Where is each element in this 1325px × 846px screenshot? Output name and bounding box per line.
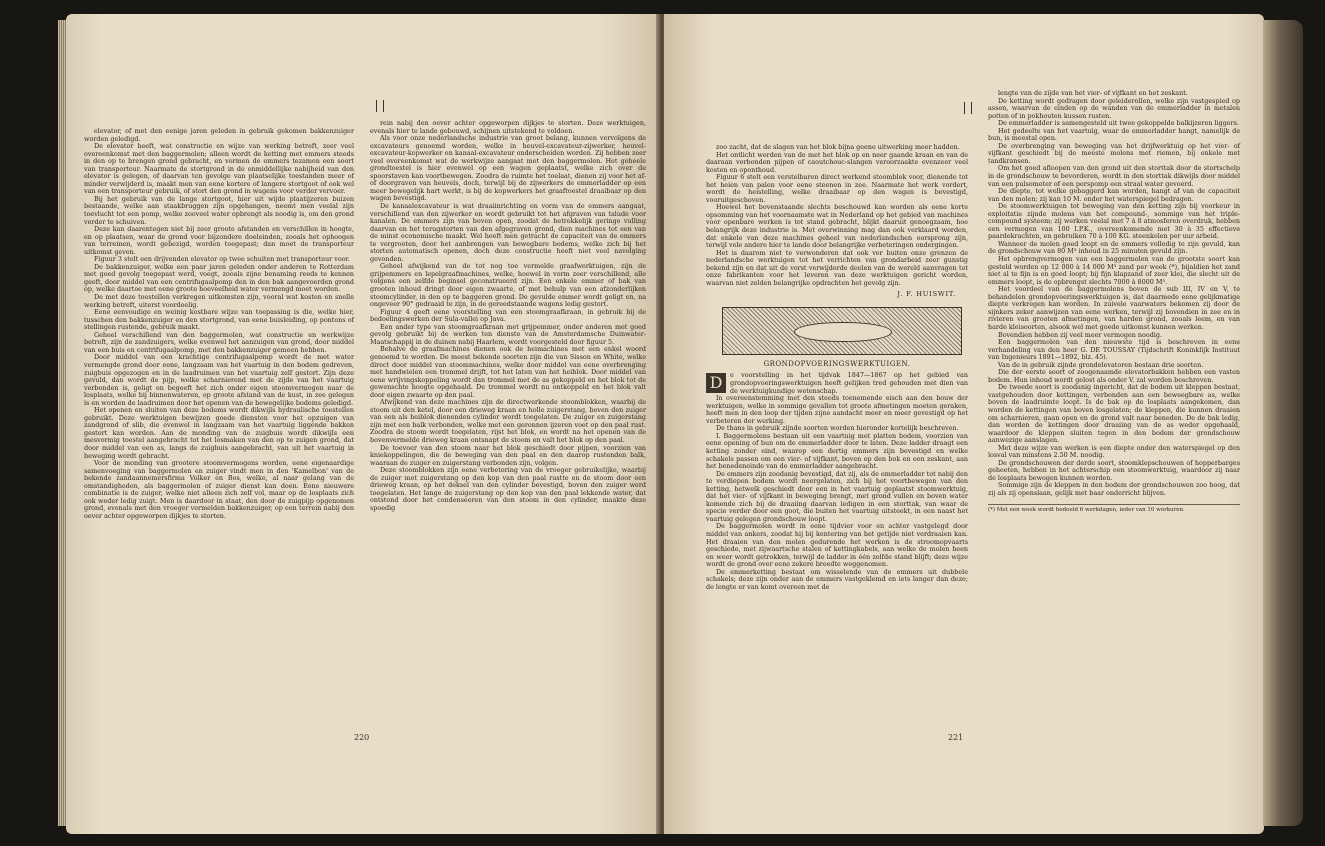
paragraph: Het voordeel van de baggermolens boven de sub III, IV en V, te behandelen grondopvoeringswerktuigen is, dat daarmede eene gelijkmatige diepte verkregen kan worden. In zuivele vaarwaters bekomen zij door de sijnkers zeker aanwijzen van eene werken, terwijl zij bovendien in zee en in rivieren van grooten afmetingen, van harden grond, zooals leem, en van harde kleisoorten, alsook wel met goede uitkomst kunnen werken. xyxy=(988,285,1240,331)
paragraph: Voor de monding van grootere stoomvermogens worden, eene eigenaardige samenvoeging van baggermolen en zuiger vindt men in den 'Kamelbon' van de bekende zandaannemersfirma Volker en Bos, welke, al naar gelang van de omstandigheden, als baggermolen of zuiger dienst kan doen. Eene nieuwere combinatie is de zuiger, welke niet alleen zich zelf vol, maar op de losplaats zich ook weder ledig zuigt. Men is daardoor in staat, den door de zuigpijp opgenomen grond, evenals met den vroeger vermelden bakkenzuiger, op een terrein nabij den oever achter opgeworpen dijkjes te storten. xyxy=(84,459,354,520)
paragraph: Hoewel het bovenstaande slechts beschouwd kan worden als eene korte opsomming van het voornaamste wat in Nederland op het gebied van machines voor openbare werken is tot stand gebracht, blijkt daaruit genoegzaam, hoe belangrijk deze industrie is. Met overwinning mag dan ook verklaard worden, dat enkele van deze machines geheel van nederlandschen oorsprong zijn, terwijl vele andere hier te lande door belangrijke verbeteringen ondergingen. xyxy=(706,203,968,250)
paragraph: Eene eenvoudige en weinig kostbare wijze van toepassing is die, welke hier, tusschen den bakkenzuiger en den stortgrond, van eene buisleiding, op pontons of stellingen rustende, gebruik maakt. xyxy=(84,308,354,332)
right-page-edges xyxy=(1263,20,1303,826)
left-page xyxy=(66,14,660,834)
paragraph: Geheel afwijkend van de tot nog toe vermelde graafwerktuigen, zijn de grijpemmers en lepelgraafmachines, welke, hoewel in vorm zeer verschillend, alle volgens een zelfde beginsel geconstrueerd zijn. Een enkele emmer of bak van grooten inhoud dringt door eigen zwaarte, of met behulp van een afzonderlijken stoomcylinder, in den op te baggeren grond. De gevulde emmer wordt geligt en, na ongeveer 90° gedraaid te zijn, in de gereedstaande wagens ledig gestort. xyxy=(370,262,646,309)
paragraph: De stoomwerktuigen tot beweging van den ketting zijn bij voorkeur in exploitatie zijnde molens van het compound-, sommige van het triple-compound systeem; zij werken veelal met 7 à 8 atmosferen overdruk, hebben een vermogen van 100 I.P.K., overeenkomende met 30 à 35 effectieve paardekrachten, en gebruiken 70 à 100 KG. steenkolen per uur arbeid. xyxy=(988,202,1240,241)
paragraph: In overeenstemming met den steeds toenemende eisch aan den bouw der werktuigen, welke in sommige gevallen tot groote afmetingen moeten geraken, heeft men in den loop der tijden zijne aandacht meer en meer gevestigd op het verbeteren der werking. xyxy=(706,394,968,425)
paragraph: Figuur 6 stelt een verstelbaren direct werkend stoomblok voor, dienende tot het heien van palen voor eene steenen in zee. Naarmate het werk vordert, wordt de heistelling, welke draaibaar op den wagen is bevestigd, vooruitgeschoven. xyxy=(706,173,968,204)
paragraph: elevator, of met den eenige jaren geleden in gebruik gekomen bakkenzuiger worden geledigd. xyxy=(84,127,354,143)
paragraph: Het ontlicht werden van de met het blok op en neer gaande kraan en van de daaraan verbonden pijpen of caoutchouc-slangen veroorzaakte evenzeer veel kosten en oponthoud. xyxy=(706,150,968,174)
author-signature: J. F. HUISWIT. xyxy=(897,290,956,299)
paragraph: De toevoer van den stoom naar het blok geschiedt door pijpen, voorzien van kniekoppelingen, die de beweging van den paal en den daarop rustenden balk, waaraan de zuiger en zuigerstang verbonden zijn, volgen. xyxy=(370,443,646,467)
paragraph: Bovendien hebben zij veel meer vermogen noodig. xyxy=(998,330,1162,339)
left-column-2 xyxy=(370,120,646,512)
drop-cap: D xyxy=(706,373,726,393)
paragraph: De grondschouwen der derde soort, stoomklepschouwen of hopperbarges geheeten, hebben in het achterschip een stoomwerktuig, waardoor zij naar de losplaats bewogen kunnen worden. xyxy=(988,458,1240,482)
fold-marker xyxy=(376,100,384,112)
right-column-2 xyxy=(988,90,1240,514)
paragraph: De overbrenging van beweging van het drijfwerktuig op het vier- of vijfkant geschiedt bij de meeste molens met riemen, bij enkele met tandkransen. xyxy=(988,141,1240,165)
paragraph: Als voor onze nederlandsche industrie van groot belang, kunnen vervolgens de excavateurs genoemd worden, welke in heuvel-excavateur-zijwerker, heuvel-excavateur-kopwerker en kanaal-excavateur onderscheiden worden. Zij hebben zeer veel overeenkomst wat de werkwijze aangaat met den baggermolen. Het geheele grondtoestel is hier evenwel op een wagen geplaatst, welke zich over de spoorstaven kan voortbewegen. Zoodra de ruimte het toelaat, dienen zij voor het af- of doorgraven van heuvels, doch, terwijl bij de zijwerkers de emmerladder op een meer bewegelijk hart werkt, is bij de kopwerkers het graaftoestel draaibaar op den wagen bevestigd. xyxy=(370,134,646,203)
paragraph: Figuur 3 stelt een drijvenden elevator op twee schuiten met transporteur voor. xyxy=(94,255,350,264)
paragraph: zoo zacht, dat de slagen van het blok bijna geene uitwerking meer hadden. xyxy=(716,143,960,151)
paragraph: Behalve de graafmachines dienen ook de heimachines met een enkel woord genoemd te worden. De meest bekende soorten zijn die van Sisson en White, welke direct door middel van stoommachines, welke door middel van eene overbrenging met handwielen een trommel drijft, tot het laten van het heiblok. Door middel van eene wrijvingskoppeling wordt dan trommel met de as gekoppeld en het blok tot de gewenschte hoogte opgehaald. De trommel wordt nu ontkoppeld en het blok valt door eigen zwaarte op den paal. xyxy=(370,345,646,399)
paragraph: Deze stoomblokken zijn eene verbetering van de vroeger gebruikelijke, waarbij de zuiger met zuigerstang op den kop van den paal rustte en de stoom door een drieweg kraan, op het deksel van den cylinder bevestigd, boven den zuiger werd toegelaten. Het lange de zuigerstang op den kop van den paal lekkende water, dat ontstond door het condenseeren van den stoom in den cylinder, maakte deze spoedig xyxy=(370,466,646,512)
paragraph: Om het goed afloopen van den grond uit den storttak door de stortschelp in de grondschouw te bevorderen, wordt in den storttak dikwijls door middel van een pulsometer of een perspomp een straal water gevoerd. xyxy=(988,164,1240,188)
paragraph: De tweede soort is zoodanig ingericht, dat de bodem uit kleppen bestaat, vastgehouden door kettingen, verbonden aan een beweegbare as, welke boven de laadruimte loopt. Is de bak op de losplaats aangekomen, dan worden de kettingen van boven losgelaten; de kleppen, die kunnen draaien om scharnieren, gaan open en de grond valt naar beneden. De de bak ledig, dan worden de kettingen door draaiing van de as weder opgehaald, waardoor de kleppen sluiten tegen in den bodem der grondschouw aanwezige aanslagen. xyxy=(988,383,1240,445)
paragraph: I. Baggermolens bestaan uit een vaartuig met platten bodem, voorzien van eene opening of bun om de emmerladder door te laten. Deze ladder draagt een ketting zonder eind, waarop een dertig emmers zijn bevestigd en welke schakels passen om een vier- of vijfkant, boven op den bok en een zeskant, aan het benedeneinde van de emmerladder aangebracht. xyxy=(706,431,968,471)
paragraph: Het openen en sluiten van deze bodems wordt dikwijls hydraulische toestellen gebruikt. Deze werktuigen bewijzen goede diensten voor het opzuigen van zandgrond of slib, die evenwel in langzaam van het vaartuig liggende bakken gestort kan worden. Aan de monding van de zuigbuis wordt dikwijls een mesvormig toestel aangebracht tot het losmaken van den op te zuigen grond, dat door middel van een as, langs de zuigbuis aangebracht, van uit het vaartuig in beweging wordt gebracht. xyxy=(84,406,354,460)
paragraph: Het gedeelte van het vaartuig, waar de emmerladder hangt, namelijk de bun, is meestal open. xyxy=(988,126,1240,143)
paragraph: De emmers zijn zoodanig bevestigd, dat zij, als de emmerladder tot nabij den te verdiepen bodem wordt neergelaten, zich bij het voortbewegen van den ketting, hetwelk geschiedt door een in het vaartuig geplaatst stoomwerktuig, dat het vier- of vijfkant in beweging brengt, met grond vullen en boven water komende zich bij de draaiing daarvan ledigen in een storttak, van waar de specie verder door een goot, die buiten het vaartuig uitsteekt, in een naast het vaartuig gelegen grondschouw loopt. xyxy=(706,469,968,523)
left-column-1 xyxy=(84,128,354,520)
paragraph: De kanaalexcavateur is wat draaiinrichting en vorm van de emmers aangaat, verschillend van den zijwerker en wordt gebruikt tot het afgraven van talude voor kanalen. De emmers zijn van boven open, zoodat de betrekkelijk geringe vulling daarvan en het terugstorten van den afgegraven grond, dien machines tot een van de minst economische maakt. Wel heeft men getracht de capaciteit van de emmers te vergrooten, door het aanbrengen van bewegbare bodems, welke zich bij het storten automatisch openen, doch deze constructie heeft niet veel navolging gevonden. xyxy=(370,202,646,263)
paragraph: De emmerketting bestaat om wisselende van de emmers uit dubbele schakels; deze zijn onder aan de emmers vastgeklemd en iets langer dan deze; de lengte er van komt overeen met de xyxy=(706,567,968,591)
paragraph: Deze kan daarentegen niet bij zeer groote afstanden en verschillen in hoogte, en op plaatsen, waar de grond voor bijzondere doeleinden, zooals het ophoogen van terreinen, wordt gebezigd, worden toegepast; dan moet de transporteur uitkomst geven. xyxy=(84,225,354,256)
paragraph: Het opbrengvermogen van een baggermolen van de grootste soort kan gesteld worden op 12 000 à 14 000 M³ zand per week (*), bijaldien het zand niet al te fijn is en goed loopt; bij fijn klapzand of zeer klei, die slecht uit de emmers loopt, is de opbrengst slechts 7000 à 8000 M³. xyxy=(988,255,1240,286)
section-heading: GRONDOPVOERINGSWERKTUIGEN. xyxy=(763,359,911,368)
paragraph: Afwijkend van deze machines zijn de directwerkende stoomblokken, waarbij de stoom uit den ketel, door een drieweg kraan en holle zuigerstang, boven den zuiger van een als heiblok dienenden cylinder wordt toegelaten. De zuiger en zuigerstang zijn met een balk verbonden, welke met een geronnen ijzeren voet op den paal rust. Zoodra de stoom wordt toegelaten, rijst het blok, en wordt na het openen van de bovenvermelde drieweg kraan ontsnapt de stoom en valt het blok op den paal. xyxy=(370,398,646,444)
page-number-right: 221 xyxy=(948,733,964,742)
paragraph: lengte van de zijde van het vier- of vijfkant en het zeskant. xyxy=(998,89,1188,97)
footnote: (*) Met een week wordt bedoeld 6 werkdagen, ieder van 10 werkuren. xyxy=(988,504,1240,515)
paragraph: Die der eerste soort of zoogenaamde elevatorbakken hebben een vasten bodem. Hun inhoud wordt gelost als onder V. zal worden beschreven. xyxy=(988,368,1240,384)
paragraph: De bakkenzuiger, welke een paar jaren geleden onder anderen te Rotterdam met goed gevolg toegepast werd, voegt, zooals zijne benaming reeds te kennen geeft, door middel van een centrifugaalpomp den in den bak aangevoerden grond op, welke daartoe met eene groote hoeveelheid water vermengd moet worden. xyxy=(84,262,354,294)
paragraph: Sommige zijn de kleppen in den bodem der grondschouwen zoo hoog, dat zij als zij openslaan, gelijk met baar onderricht blijven. xyxy=(988,481,1240,497)
paragraph: Het is daarom niet te verwonderen dat ook ver buiten onze grenzen de nederlandsche werktuigen tot het verrichten van grondarbeid zeer gunstig bekend zijn en dat uit de verst verwijderde deelen van de wereld aanvragen tot onze fabrikanten voor het leveren van deze werktuigen gericht worden, waarvan niet zelden belangrijke opdrachten het gevolg zijn. xyxy=(706,248,968,287)
paragraph: De ketting wordt gedragen door geleiderollen, welke zijn vastgespied op assen, waarvan de einden op de wanden van de emmerladder in metalen potten of in pokhouten kussen rusten. xyxy=(988,96,1240,120)
paragraph: rein nabij den oever achter opgeworpen dijkjes te storten. Deze werktuigen, evenals hier te lande gebouwd, schijnen uitstekend te voldoen. xyxy=(370,119,646,135)
right-column-1 xyxy=(706,144,968,591)
right-page xyxy=(664,14,1264,834)
left-page-edges xyxy=(58,20,66,826)
paragraph: Een ander type van stoomgraafkraan met grijpemmer, onder anderen met goed gevolg gebruikt bij de werken ten dienste van de Amsterdamsche Duinwater-Maatschappij in de duinen nabij Haarlem, wordt voorgesteld door figuur 5. xyxy=(370,322,646,346)
paragraph: Bij het gebruik van de lange stortgoot, hier uit wijde plaatijzeren buizen bestaande, welke aan staakbruggen zijn opgehangen, neemt men veelal zijn toevlucht tot een pomp, welke zooveel water opbrengt als noodig is, om den grond verder te schuiven. xyxy=(84,194,354,226)
page-number-left: 220 xyxy=(354,733,370,742)
paragraph: Door middel van een krachtige centrifugaalpomp wordt de met water vermengde grond door eene, langzaam van het vaartuig in den bodem gedreven, zuigbuis opgezogen en in de laadruimen van het vaartuig zelf gestort. Zijn deze gevuld, dan wordt de pijp, welke scharnierend met de zijde van het vaartuig verbonden is, geligt en begeeft het zich onder eigen stoomvermogen naar de losplaats, welke bij binnenwateren, op groote afstand van de kust, in zee gelegen is en worden de laadruimen door het openen van de bewegelijke bodems geledigd. xyxy=(84,353,354,407)
paragraph: Van de in gebruik zijnde grondelevatoren bestaan drie soorten. xyxy=(998,360,1204,369)
paragraph: Geheel verschillend van den baggermolen, wat constructie en werkwijze betreft, zijn de zandzuigers, welke evenwel het aanzuigen van grond, door middel van een buis en centrifugaalpomp, met den bakkenzuiger gemeen hebben. xyxy=(84,330,354,354)
paragraph: Figuur 4 geeft eene voorstelling van een stoomgraafkraan, in gebruik bij de bedoelingswerken der Sula-vallei op Java. xyxy=(370,307,646,324)
paragraph: Wanneer de molen goed loopt en de emmers volledig te zijn gevuld, kan de grondschouw van 80 M³ inhoud in 25 minuten gevuld zijn. xyxy=(988,239,1240,256)
paragraph: De elevator heeft, wat constructie en wijze van werking betreft, zeer veel overeenkomst met den baggermolen; alleen wordt de ketting met emmers steeds in den op te brengen grond gebracht, en vormen de emmers tezamen een soort van transporteur. Naarmate de stortgrond in de onmiddellijke nabijheid van den elevator is gelegen, of daarvan ten gevolge van plaatselijke toestanden meer of minder verwijderd is, maakt men van eene kortere of langere stortgoot of ook wel van een transporteur gebruik, of stort den grond in wagens voor verder vervoer. xyxy=(84,142,354,196)
paragraph: e voorstelling in het tijdvak 1847—1867 op het gebied van grondopvoeringswerktuigen heeft gelijken tred gehouden met dien van de werktuigkundige wetenschap. xyxy=(730,371,968,395)
paragraph: Met deze wijze van werken is een diepte onder den waterspiegel op den losval van minstens 2.50 M. noodig. xyxy=(988,443,1240,460)
decorative-banner xyxy=(722,307,962,355)
paragraph: De thans in gebruik zijnde soorten worden hieronder kortelijk beschreven. xyxy=(716,424,959,433)
paragraph: De diepte, tot welke gebaggerd kan worden, hangt af van de capaciteit van den molen; zij kan 10 M. onder het waterspiegel bedragen. xyxy=(988,187,1240,203)
paragraph: Een baggermolen van den nieuwste tijd is beschreven in eene verhandeling van den heer G. DE TOUSSAY (Tijdschrift Koninklijk Instituut van Ingenieurs 1891—1892, blz. 45). xyxy=(988,338,1240,362)
paragraph: De emmerladder is samengesteld uit twee gekoppelde balkijzeren liggers. xyxy=(998,119,1239,128)
paragraph: De met deze toestellen verkregen uitkomsten zijn, vooral wat kosten en snelle werking betreft, uiterst voordeelig. xyxy=(84,293,354,309)
fold-marker xyxy=(964,102,972,114)
paragraph: De baggermolen wordt in eene tijdvier voor en achter vastgelegd door middel van ankers, zoodat hij bij kentering van het getijde niet verdraaien kan. Het draaien van den molen gedurende het werken is de stroomopvaarts geschiede, met zijwaartsche stalen of kettingkabels, aan welke de molen heen en weer wordt getrokken, terwijl de ladder in één zelfde stand blijft; deze wijze wordt de grond over eene zekere breedte weggenomen. xyxy=(706,522,968,569)
